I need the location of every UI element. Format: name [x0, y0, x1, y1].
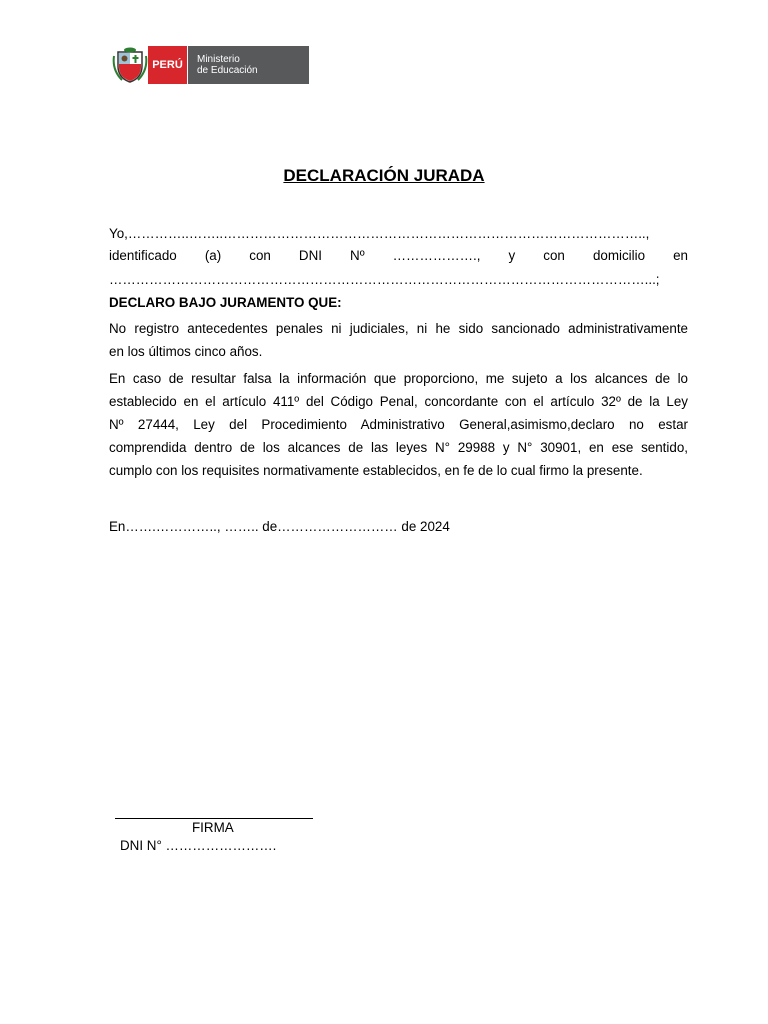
- name-fill-line: Yo,…………..……..…………………………………………………………………………………..,: [109, 226, 650, 241]
- id-word: con: [249, 248, 271, 263]
- paragraph2-line: cumplo con los requisites normativamente establecidos, en fe de lo cual firmo la presente.: [109, 463, 643, 478]
- signature-line: [115, 818, 313, 819]
- logo-ministry-label: [187, 46, 309, 84]
- date-fill-line: En…….………….., …….. de……………………… de 2024: [109, 519, 450, 534]
- id-word: con: [543, 248, 565, 263]
- id-word: domicilio: [592, 248, 646, 263]
- document-title: DECLARACIÓN JURADA: [283, 166, 485, 185]
- paragraph2-line: establecido en el artículo 411º del Código Penal, concordante con el artículo 32º de la Ley: [109, 394, 688, 409]
- address-fill-line: …………………………………………………………………………………………………………...;: [109, 272, 660, 287]
- id-word: en: [673, 248, 688, 263]
- coat-of-arms-icon: [112, 46, 148, 84]
- signature-label: FIRMA: [192, 820, 234, 835]
- paragraph2-line: Nº 27444, Ley del Procedimiento Administrativo General,asimismo,declaro no estar: [109, 417, 688, 432]
- logo-ministry-line2: de Educación: [197, 65, 258, 76]
- paragraph1-line: en los últimos cinco años.: [109, 344, 263, 359]
- id-word: y: [508, 248, 516, 263]
- logo-country-label: PERÚ: [148, 46, 187, 84]
- ministry-logo: [112, 46, 309, 84]
- id-word: (a): [204, 248, 222, 263]
- signature-dni: DNI N° …………………….: [120, 838, 277, 853]
- paragraph1-line: No registro antecedentes penales ni judiciales, ni he sido sancionado administrativamente: [109, 321, 688, 336]
- paragraph2-line: comprendida dentro de los alcances de las leyes N° 29988 y N° 30901, en ese sentido,: [109, 440, 688, 455]
- id-word: DNI: [298, 248, 322, 263]
- identification-line: [109, 248, 688, 263]
- paragraph2-line: En caso de resultar falsa la información que proporciono, me sujeto a los alcances de lo: [109, 371, 688, 386]
- logo-ministry-line1: Ministerio: [197, 54, 240, 65]
- id-word: identificado: [109, 248, 177, 263]
- id-word: Nº: [350, 248, 365, 263]
- declaration-heading: DECLARO BAJO JURAMENTO QUE:: [109, 295, 342, 310]
- dni-fill: ……………….,: [392, 248, 481, 263]
